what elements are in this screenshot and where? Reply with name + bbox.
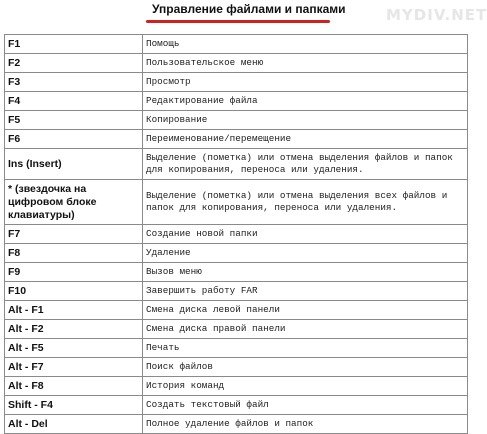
description-cell: Смена диска левой панели xyxy=(143,301,468,320)
table-row xyxy=(5,180,468,225)
description-cell: Редактирование файла xyxy=(143,92,468,111)
description-cell: Переименование/перемещение xyxy=(143,130,468,149)
description-cell: Выделение (пометка) или отмена выделения всех файлов и папок для копирования, переноса или удаления. xyxy=(143,180,468,225)
hotkey-cell: Alt - F5 xyxy=(5,339,143,358)
description-cell: История команд xyxy=(143,377,468,396)
description-cell: Вызов меню xyxy=(143,263,468,282)
hotkey-cell: Alt - F1 xyxy=(5,301,143,320)
table-row xyxy=(5,130,468,149)
description-cell: Пользовательское меню xyxy=(143,54,468,73)
table-row xyxy=(5,149,468,180)
table-row xyxy=(5,301,468,320)
table-row xyxy=(5,358,468,377)
hotkey-cell: Ins (Insert) xyxy=(5,149,143,180)
hotkey-cell: F10 xyxy=(5,282,143,301)
table-row xyxy=(5,244,468,263)
description-cell: Просмотр xyxy=(143,73,468,92)
description-cell: Поиск файлов xyxy=(143,358,468,377)
table-row xyxy=(5,415,468,434)
hotkey-cell: F6 xyxy=(5,130,143,149)
description-cell: Выделение (пометка) или отмена выделения файлов и папок для копирования, переноса или удаления. xyxy=(143,149,468,180)
title-underline xyxy=(146,20,330,23)
hotkey-cell: F5 xyxy=(5,111,143,130)
table-row xyxy=(5,73,468,92)
description-cell: Создать текстовый файл xyxy=(143,396,468,415)
hotkeys-table xyxy=(4,34,468,434)
table-row xyxy=(5,396,468,415)
description-cell: Смена диска правой панели xyxy=(143,320,468,339)
hotkey-cell: Alt - F8 xyxy=(5,377,143,396)
hotkey-cell: F7 xyxy=(5,225,143,244)
hotkey-cell: Alt - F2 xyxy=(5,320,143,339)
description-cell: Удаление xyxy=(143,244,468,263)
hotkey-cell: F3 xyxy=(5,73,143,92)
table-row xyxy=(5,339,468,358)
hotkey-cell: * (звездочка на цифровом блоке клавиатуры) xyxy=(5,180,143,225)
hotkey-cell: Alt - Del xyxy=(5,415,143,434)
description-cell: Копирование xyxy=(143,111,468,130)
table-row xyxy=(5,320,468,339)
description-cell: Полное удаление файлов и папок xyxy=(143,415,468,434)
hotkey-cell: Shift - F4 xyxy=(5,396,143,415)
table-row xyxy=(5,92,468,111)
table-row xyxy=(5,377,468,396)
description-cell: Печать xyxy=(143,339,468,358)
table-row xyxy=(5,35,468,54)
hotkey-cell: F2 xyxy=(5,54,143,73)
table-row xyxy=(5,225,468,244)
hotkey-cell: F1 xyxy=(5,35,143,54)
table-row xyxy=(5,111,468,130)
watermark-logo: MYDIV.NET xyxy=(386,6,487,24)
description-cell: Завершить работу FAR xyxy=(143,282,468,301)
table-row xyxy=(5,263,468,282)
hotkey-cell: F9 xyxy=(5,263,143,282)
description-cell: Создание новой папки xyxy=(143,225,468,244)
page-title: Управление файлами и папками xyxy=(152,2,346,16)
description-cell: Помощь xyxy=(143,35,468,54)
table-row xyxy=(5,54,468,73)
table-row xyxy=(5,282,468,301)
hotkey-cell: F8 xyxy=(5,244,143,263)
header xyxy=(0,0,487,28)
hotkey-cell: F4 xyxy=(5,92,143,111)
hotkey-cell: Alt - F7 xyxy=(5,358,143,377)
